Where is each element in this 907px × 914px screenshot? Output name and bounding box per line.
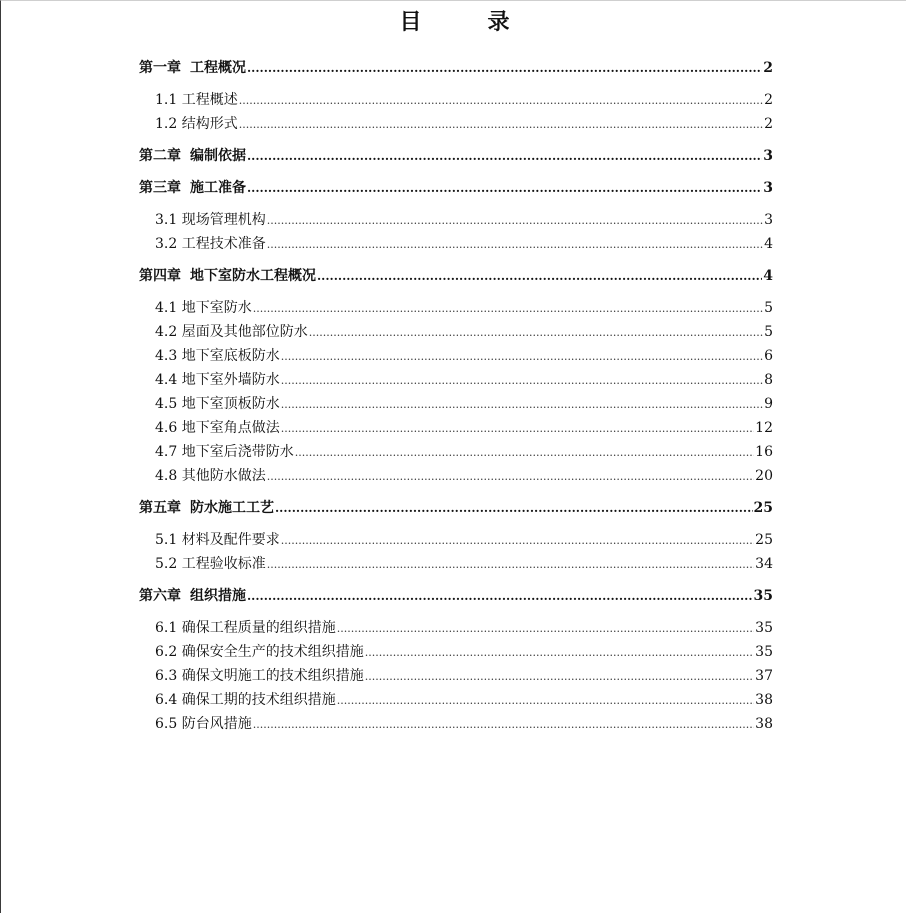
dot-leader (253, 297, 763, 320)
page-number: 4 (764, 236, 773, 252)
chapter-number: 第五章 (139, 500, 181, 516)
toc-section-entry[interactable] (139, 712, 773, 736)
chapter-title: 工程概况 (190, 60, 246, 76)
chapter-number: 第一章 (139, 60, 181, 76)
dot-leader (295, 441, 754, 464)
section-title: 3.2 工程技术准备 (155, 236, 266, 252)
page-number: 3 (764, 212, 773, 228)
chapter-heading (139, 56, 246, 80)
toc-section-entry[interactable] (139, 616, 773, 640)
section-title: 4.2 屋面及其他部位防水 (155, 324, 308, 340)
toc-section-entry[interactable] (139, 552, 773, 576)
chapter-heading (139, 584, 246, 608)
section-title: 5.2 工程验收标准 (155, 556, 266, 572)
dot-leader (267, 209, 763, 232)
chapter-title: 防水施工工艺 (190, 500, 274, 516)
dot-leader (253, 713, 754, 736)
chapter-title: 地下室防水工程概况 (190, 268, 316, 284)
chapter-title: 施工准备 (190, 180, 246, 196)
chapter-heading (139, 144, 246, 168)
page-number: 38 (755, 716, 773, 732)
toc-section-entry[interactable] (139, 464, 773, 488)
toc-chapter-entry[interactable] (139, 144, 773, 168)
page-number: 25 (753, 500, 773, 516)
page-number: 2 (764, 116, 773, 132)
page-number: 16 (755, 444, 773, 460)
section-title: 3.1 现场管理机构 (155, 212, 266, 228)
section-title: 6.5 防台风措施 (155, 716, 252, 732)
page-number: 5 (764, 300, 773, 316)
toc-section-entry[interactable] (139, 416, 773, 440)
chapter-number: 第二章 (139, 148, 181, 164)
dot-leader (365, 641, 754, 664)
toc-section-entry[interactable] (139, 88, 773, 112)
toc-section-entry[interactable] (139, 640, 773, 664)
section-title: 1.1 工程概述 (155, 92, 238, 108)
toc-section-entry[interactable] (139, 320, 773, 344)
page-number: 35 (755, 644, 773, 660)
dot-leader (337, 617, 754, 640)
page-number: 34 (755, 556, 773, 572)
toc-chapter-entry[interactable] (139, 584, 773, 608)
dot-leader (281, 345, 763, 368)
dot-leader (281, 393, 763, 416)
chapter-title: 编制依据 (190, 148, 246, 164)
section-title: 4.3 地下室底板防水 (155, 348, 280, 364)
dot-leader (309, 321, 763, 344)
page-number: 37 (755, 668, 773, 684)
section-title: 4.1 地下室防水 (155, 300, 252, 316)
toc-chapter-entry[interactable] (139, 56, 773, 80)
toc-section-entry[interactable] (139, 296, 773, 320)
section-title: 6.3 确保文明施工的技术组织措施 (155, 668, 364, 684)
toc-chapter-entry[interactable] (139, 176, 773, 200)
dot-leader (365, 665, 754, 688)
page-number: 3 (763, 180, 773, 196)
page-number: 20 (755, 468, 773, 484)
dot-leader (281, 417, 754, 440)
section-title: 5.1 材料及配件要求 (155, 532, 280, 548)
toc-section-entry[interactable] (139, 392, 773, 416)
dot-leader (239, 113, 763, 136)
dot-leader (239, 89, 763, 112)
section-title: 4.6 地下室角点做法 (155, 420, 280, 436)
section-title: 4.5 地下室顶板防水 (155, 396, 280, 412)
toc-section-entry[interactable] (139, 440, 773, 464)
page-number: 25 (755, 532, 773, 548)
page-number: 9 (764, 396, 773, 412)
page-number: 5 (764, 324, 773, 340)
dot-leader (267, 465, 754, 488)
toc-chapter-entry[interactable] (139, 264, 773, 288)
toc-section-entry[interactable] (139, 688, 773, 712)
section-title: 4.4 地下室外墙防水 (155, 372, 280, 388)
toc-section-entry[interactable] (139, 664, 773, 688)
toc-section-entry[interactable] (139, 208, 773, 232)
page-number: 2 (764, 92, 773, 108)
dot-leader (267, 233, 763, 256)
section-title: 4.7 地下室后浇带防水 (155, 444, 294, 460)
toc-title: 目 录 (399, 9, 532, 35)
page-number: 6 (764, 348, 773, 364)
toc-section-entry[interactable] (139, 528, 773, 552)
chapter-heading (139, 176, 246, 200)
toc-section-entry[interactable] (139, 368, 773, 392)
page-number: 2 (763, 60, 773, 76)
chapter-number: 第三章 (139, 180, 181, 196)
section-title: 6.2 确保安全生产的技术组织措施 (155, 644, 364, 660)
dot-leader (281, 529, 754, 552)
page-number: 38 (755, 692, 773, 708)
dot-leader (247, 176, 762, 200)
page-number: 12 (755, 420, 773, 436)
dot-leader (247, 144, 762, 168)
dot-leader (247, 584, 753, 608)
toc-section-entry[interactable] (139, 232, 773, 256)
dot-leader (267, 553, 754, 576)
chapter-heading (139, 496, 274, 520)
section-title: 1.2 结构形式 (155, 116, 238, 132)
page-number: 4 (763, 268, 773, 284)
chapter-title: 组织措施 (190, 588, 246, 604)
page-number: 35 (753, 588, 773, 604)
page-number: 8 (764, 372, 773, 388)
dot-leader (337, 689, 754, 712)
page-number: 35 (755, 620, 773, 636)
toc-section-entry[interactable] (139, 344, 773, 368)
chapter-number: 第六章 (139, 588, 181, 604)
table-of-contents (139, 56, 773, 736)
chapter-heading (139, 264, 316, 288)
dot-leader (317, 264, 762, 288)
section-title: 6.4 确保工期的技术组织措施 (155, 692, 336, 708)
chapter-number: 第四章 (139, 268, 181, 284)
dot-leader (275, 496, 753, 520)
toc-section-entry[interactable] (139, 112, 773, 136)
section-title: 4.8 其他防水做法 (155, 468, 266, 484)
section-title: 6.1 确保工程质量的组织措施 (155, 620, 336, 636)
toc-chapter-entry[interactable] (139, 496, 773, 520)
dot-leader (247, 56, 762, 80)
dot-leader (281, 369, 763, 392)
page-number: 3 (763, 148, 773, 164)
